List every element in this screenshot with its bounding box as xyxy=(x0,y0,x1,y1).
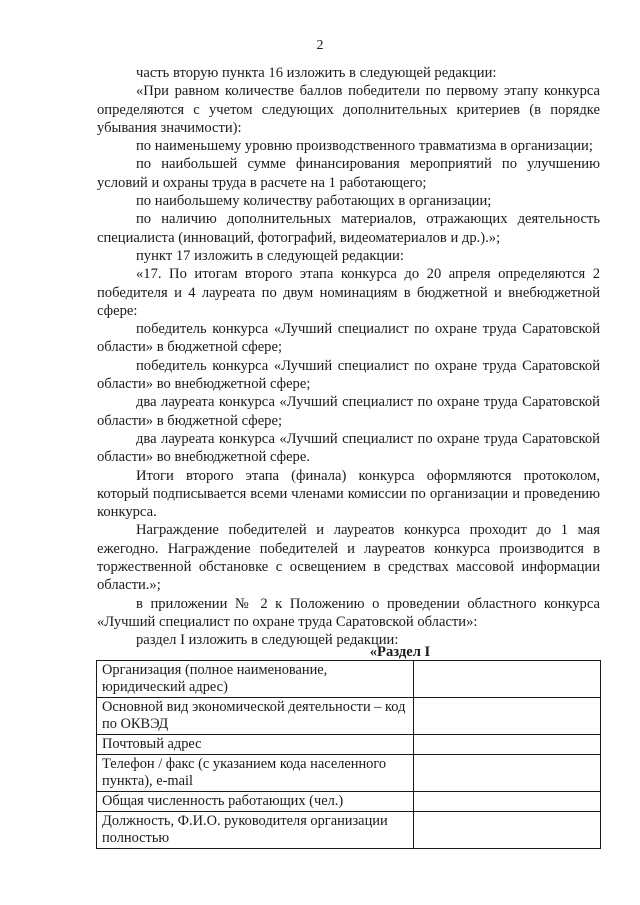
table-row-value xyxy=(414,698,601,735)
paragraph: раздел I изложить в следующей редакции: xyxy=(136,632,399,649)
paragraph: «17. По итогам второго этапа конкурса до 20 апреля определяются 2 победителя и 4 лауреата по двум номинациям в бюджетной и внебюджетной сфере: xyxy=(97,266,600,319)
paragraph: Награждение победителей и лауреатов конкурса проходит до 1 мая ежегодно. Награждение победителей и лауреатов конкурса производится в торжественной обстановке с освещением в средствах массовой информации области.»; xyxy=(97,522,600,594)
paragraph: два лауреата конкурса «Лучший специалист по охране труда Саратовской области» во внебюджетной сфере. xyxy=(97,430,600,466)
table-row xyxy=(97,812,601,849)
paragraph: по наибольшей сумме финансирования мероприятий по улучшению условий и охраны труда в расчете на 1 работающего; xyxy=(97,156,600,191)
section-table xyxy=(96,660,601,849)
paragraph: пункт 17 изложить в следующей редакции: xyxy=(136,247,404,264)
table-row-value xyxy=(414,755,601,792)
paragraph: по наименьшему уровню производственного травматизма в организации; xyxy=(136,138,593,155)
paragraph: Итоги второго этапа (финала) конкурса оформляются протоколом, который подписывается всеми членами комиссии по организации и проведению конкурса. xyxy=(97,467,600,521)
table-row xyxy=(97,698,601,735)
table-row xyxy=(97,661,601,698)
table-row-value xyxy=(414,661,601,698)
paragraph: победитель конкурса «Лучший специалист по охране труда Саратовской области» в бюджетной сфере; xyxy=(97,321,600,356)
table-row xyxy=(97,735,601,755)
paragraph: «При равном количестве баллов победители по первому этапу конкурса определяются с учетом следующих дополнительных критериев (в порядке убывания значимости): xyxy=(97,83,600,136)
table-row-label: Должность, Ф.И.О. руководителя организации полностью xyxy=(97,812,414,849)
document-body xyxy=(97,64,600,650)
table-row-value xyxy=(414,812,601,849)
table-row-label: Основной вид экономической деятельности – код по ОКВЭД xyxy=(97,698,414,735)
section-title: «Раздел I xyxy=(369,644,431,660)
paragraph: победитель конкурса «Лучший специалист по охране труда Саратовской области» во внебюджетной сфере; xyxy=(97,357,600,393)
paragraph: в приложении № 2 к Положению о проведении областного конкурса «Лучший специалист по охране труда Саратовской области»: xyxy=(97,595,600,630)
page-number: 2 xyxy=(316,38,324,53)
table-row-label: Организация (полное наименование, юридический адрес) xyxy=(97,661,414,698)
table-row-label: Телефон / факс (с указанием кода населенного пункта), e-mail xyxy=(97,755,414,792)
table-row-value xyxy=(414,792,601,812)
paragraph: по наличию дополнительных материалов, отражающих деятельность специалиста (инноваций, фотографий, видеоматериалов и др.).»; xyxy=(97,211,600,246)
table-row-value xyxy=(414,735,601,755)
table-row-label: Почтовый адрес xyxy=(97,735,414,755)
paragraph: два лауреата конкурса «Лучший специалист по охране труда Саратовской области» в бюджетной сфере; xyxy=(97,394,600,429)
table-row xyxy=(97,792,601,812)
table-row-label: Общая численность работающих (чел.) xyxy=(97,792,414,812)
paragraph: по наибольшему количеству работающих в организации; xyxy=(136,193,492,210)
table-row xyxy=(97,755,601,792)
paragraph: часть вторую пункта 16 изложить в следующей редакции: xyxy=(136,65,497,81)
